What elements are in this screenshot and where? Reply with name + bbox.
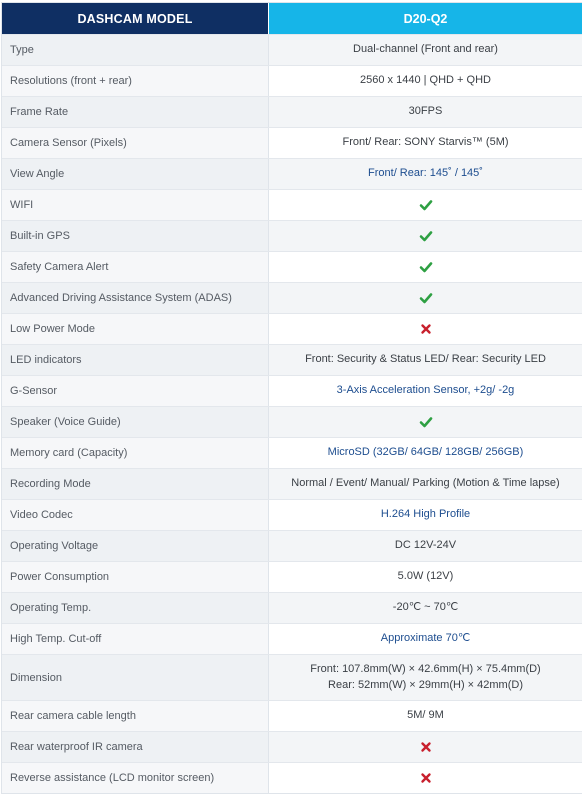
spec-label: Built-in GPS xyxy=(2,221,268,251)
spec-label: Resolutions (front + rear) xyxy=(2,66,268,96)
spec-value: Front/ Rear: SONY Starvis™ (5M) xyxy=(268,128,582,158)
spec-value: H.264 High Profile xyxy=(268,500,582,530)
table-row xyxy=(2,700,582,731)
spec-label: Operating Temp. xyxy=(2,593,268,623)
spec-value: Front: Security & Status LED/ Rear: Security LED xyxy=(268,345,582,375)
check-icon xyxy=(419,291,433,305)
table-row xyxy=(2,731,582,762)
table-row xyxy=(2,282,582,313)
spec-value xyxy=(268,732,582,762)
cross-icon xyxy=(419,322,433,336)
spec-label: View Angle xyxy=(2,159,268,189)
spec-label: Rear camera cable length xyxy=(2,701,268,731)
table-row xyxy=(2,34,582,65)
spec-label: Camera Sensor (Pixels) xyxy=(2,128,268,158)
table-row xyxy=(2,375,582,406)
spec-label: Memory card (Capacity) xyxy=(2,438,268,468)
table-row xyxy=(2,499,582,530)
check-icon xyxy=(419,415,433,429)
table-row xyxy=(2,468,582,499)
spec-value: Approximate 70℃ xyxy=(268,624,582,654)
spec-value xyxy=(268,407,582,437)
cross-icon xyxy=(419,771,433,785)
table-row xyxy=(2,220,582,251)
spec-value xyxy=(268,655,582,700)
spec-value-line: Rear: 52mm(W) × 29mm(H) × 42mm(D) xyxy=(328,678,523,691)
spec-label: Advanced Driving Assistance System (ADAS) xyxy=(2,283,268,313)
spec-label: G-Sensor xyxy=(2,376,268,406)
table-row xyxy=(2,96,582,127)
spec-label: Power Consumption xyxy=(2,562,268,592)
spec-value xyxy=(268,763,582,793)
spec-label: WIFI xyxy=(2,190,268,220)
check-icon xyxy=(419,260,433,274)
spec-value: 5.0W (12V) xyxy=(268,562,582,592)
spec-label: LED indicators xyxy=(2,345,268,375)
spec-label: Low Power Mode xyxy=(2,314,268,344)
spec-value xyxy=(268,252,582,282)
spec-value: DC 12V-24V xyxy=(268,531,582,561)
spec-table xyxy=(1,2,582,794)
table-row xyxy=(2,654,582,700)
spec-value-line: Front: 107.8mm(W) × 42.6mm(H) × 75.4mm(D) xyxy=(310,662,541,675)
spec-value: 2560 x 1440 | QHD + QHD xyxy=(268,66,582,96)
header-model-label: DASHCAM MODEL xyxy=(2,3,268,34)
spec-label: Reverse assistance (LCD monitor screen) xyxy=(2,763,268,793)
table-row xyxy=(2,530,582,561)
spec-value xyxy=(268,221,582,251)
spec-label: Dimension xyxy=(2,655,268,700)
spec-value xyxy=(268,314,582,344)
spec-label: Video Codec xyxy=(2,500,268,530)
table-row xyxy=(2,313,582,344)
table-row xyxy=(2,592,582,623)
spec-value xyxy=(268,190,582,220)
table-row xyxy=(2,623,582,654)
table-row xyxy=(2,344,582,375)
spec-value: MicroSD (32GB/ 64GB/ 128GB/ 256GB) xyxy=(268,438,582,468)
spec-value: Front/ Rear: 145˚ / 145˚ xyxy=(268,159,582,189)
table-row xyxy=(2,561,582,592)
cross-icon xyxy=(419,740,433,754)
table-header xyxy=(2,3,582,34)
header-model-name: D20-Q2 xyxy=(268,3,582,34)
table-row xyxy=(2,251,582,282)
spec-value: Normal / Event/ Manual/ Parking (Motion & Time lapse) xyxy=(268,469,582,499)
spec-value: -20℃ ~ 70℃ xyxy=(268,593,582,623)
table-row xyxy=(2,65,582,96)
table-row xyxy=(2,437,582,468)
spec-label: High Temp. Cut-off xyxy=(2,624,268,654)
table-row xyxy=(2,127,582,158)
spec-value: 3-Axis Acceleration Sensor, +2g/ -2g xyxy=(268,376,582,406)
spec-value xyxy=(268,283,582,313)
table-row xyxy=(2,406,582,437)
table-body xyxy=(2,34,582,793)
spec-label: Frame Rate xyxy=(2,97,268,127)
table-row xyxy=(2,189,582,220)
spec-label: Type xyxy=(2,35,268,65)
table-row xyxy=(2,158,582,189)
check-icon xyxy=(419,229,433,243)
spec-label: Speaker (Voice Guide) xyxy=(2,407,268,437)
spec-label: Operating Voltage xyxy=(2,531,268,561)
spec-value: Dual-channel (Front and rear) xyxy=(268,35,582,65)
spec-value: 5M/ 9M xyxy=(268,701,582,731)
spec-label: Rear waterproof IR camera xyxy=(2,732,268,762)
spec-label: Recording Mode xyxy=(2,469,268,499)
check-icon xyxy=(419,198,433,212)
spec-value: 30FPS xyxy=(268,97,582,127)
spec-label: Safety Camera Alert xyxy=(2,252,268,282)
